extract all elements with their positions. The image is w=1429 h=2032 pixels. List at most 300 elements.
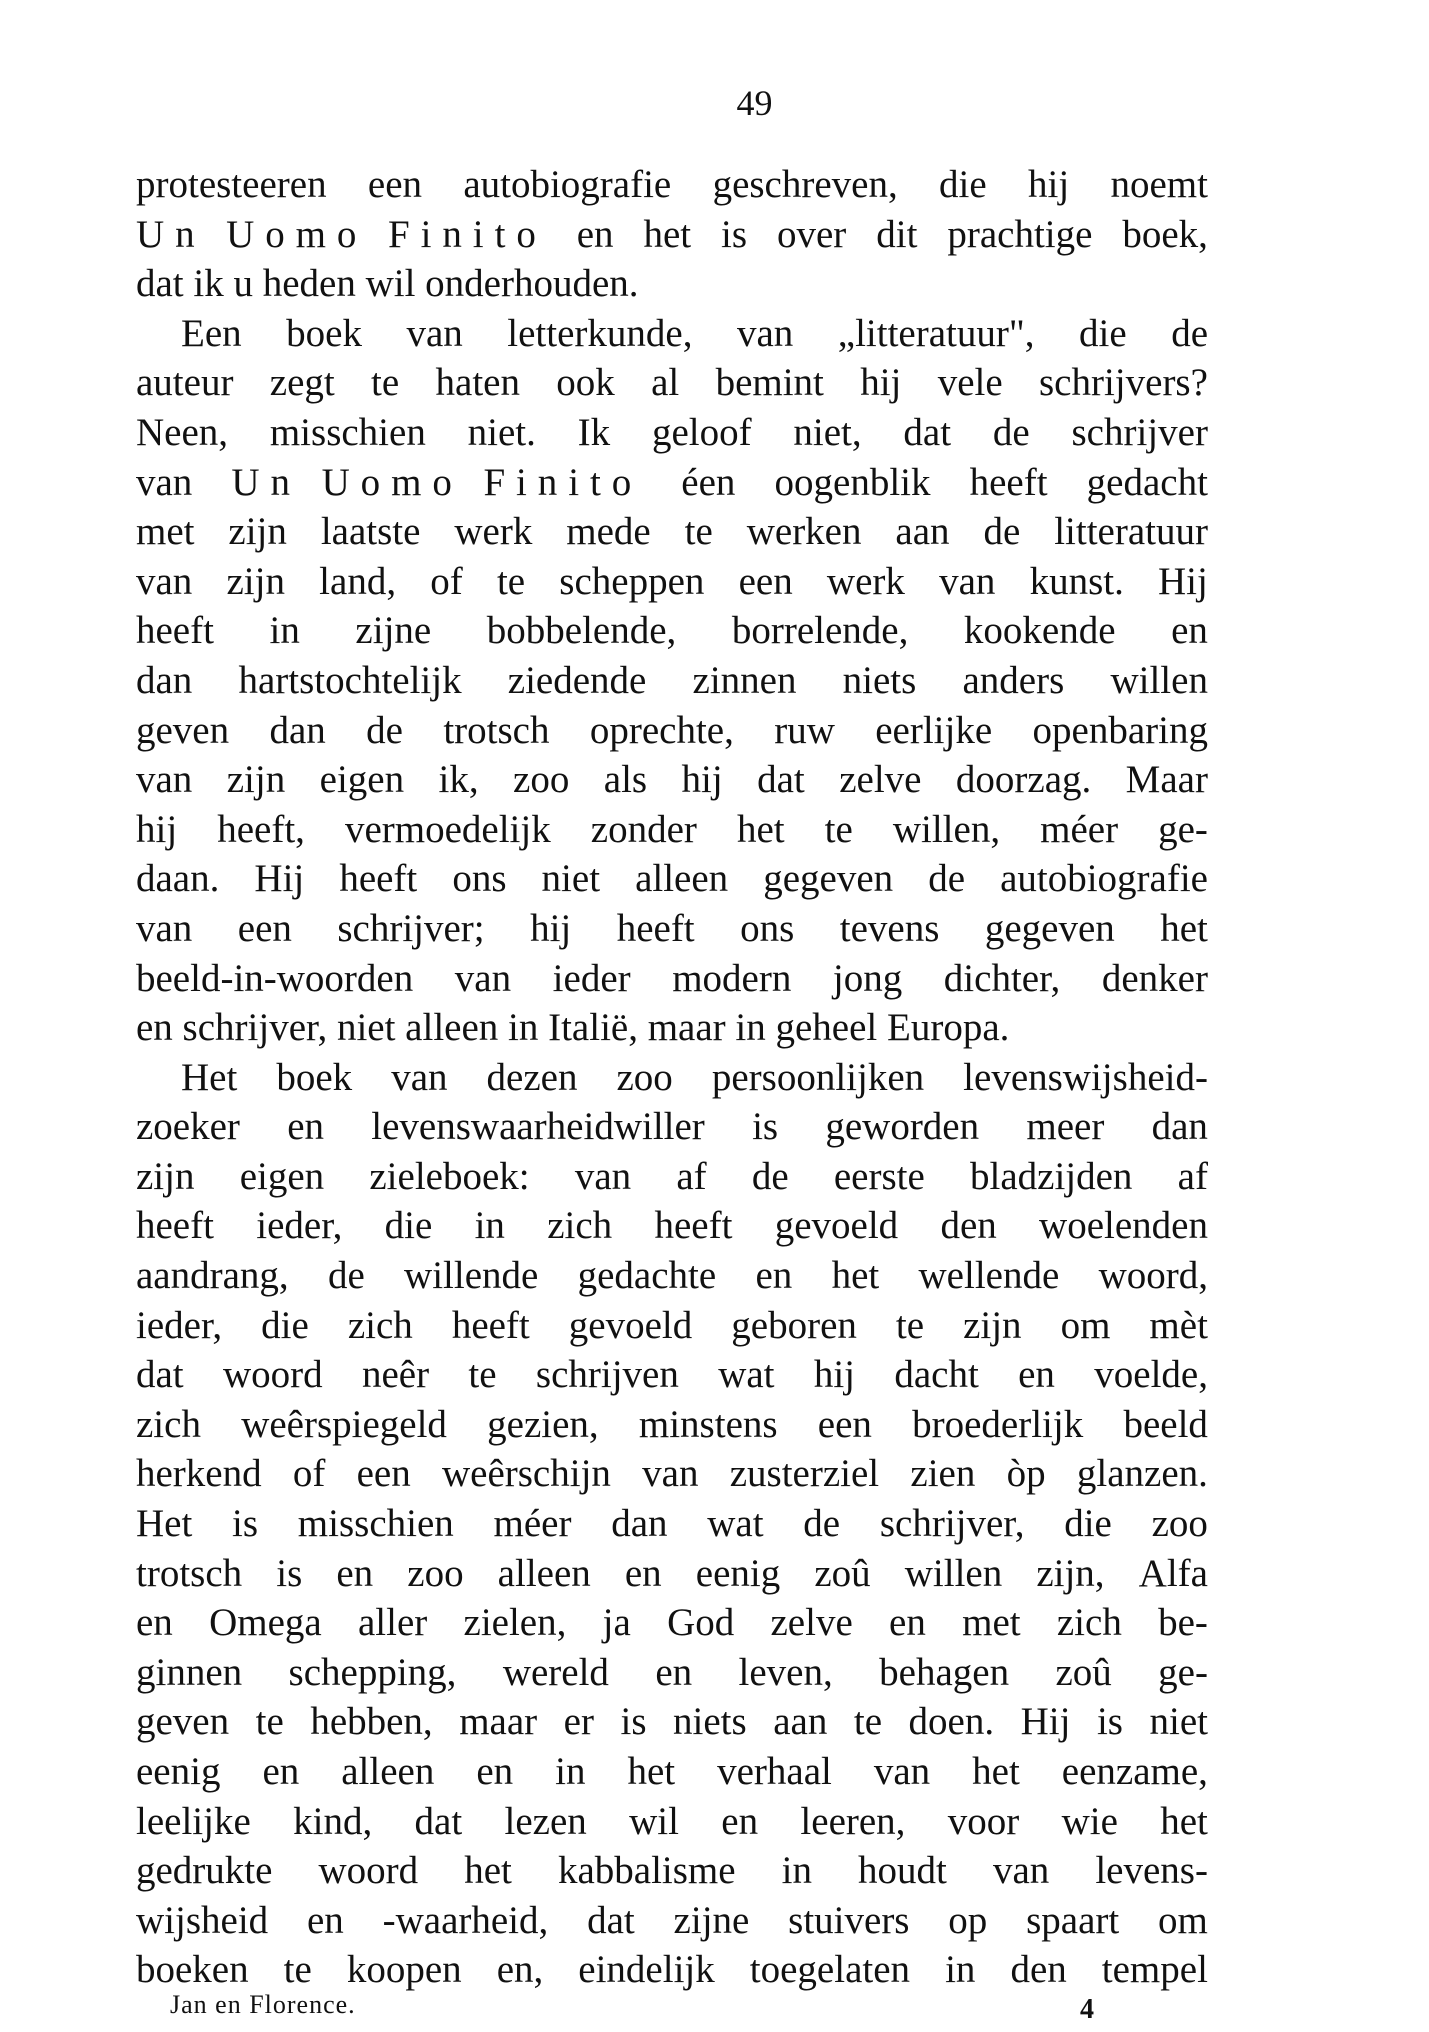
word: het bbox=[627, 1750, 676, 1793]
word: maar bbox=[459, 1700, 538, 1744]
word: eenzame, bbox=[1061, 1750, 1208, 1793]
text-line bbox=[136, 210, 1208, 260]
word: weêrschijn bbox=[441, 1452, 611, 1496]
word: ginnen bbox=[136, 1650, 243, 1694]
word: te bbox=[255, 1700, 284, 1744]
word: te bbox=[853, 1700, 883, 1744]
word: land, bbox=[319, 559, 397, 603]
text-line bbox=[136, 358, 1208, 408]
word: gegeven bbox=[984, 906, 1115, 950]
word: meer bbox=[1026, 1105, 1105, 1149]
word: woord bbox=[222, 1353, 323, 1397]
word: kabbalisme bbox=[557, 1849, 736, 1893]
word: zich bbox=[547, 1204, 613, 1248]
word: zijn bbox=[226, 559, 285, 603]
word: te bbox=[824, 807, 853, 851]
word: in bbox=[781, 1849, 812, 1893]
word: en bbox=[262, 1750, 300, 1793]
word: geworden bbox=[825, 1105, 980, 1149]
word: om bbox=[1158, 1898, 1208, 1942]
word: neêr bbox=[361, 1353, 430, 1397]
word: zoû bbox=[814, 1551, 871, 1595]
text-line bbox=[136, 755, 1208, 805]
word: geloof bbox=[651, 410, 752, 454]
word: zoo bbox=[407, 1551, 464, 1595]
word: litteratuur bbox=[1054, 510, 1208, 554]
word: mede bbox=[566, 510, 651, 554]
text-line bbox=[136, 1896, 1208, 1946]
word: af bbox=[1177, 1154, 1208, 1198]
word: niets bbox=[842, 658, 917, 702]
word: autobiografie bbox=[1000, 857, 1208, 901]
word: ziedende bbox=[507, 658, 647, 702]
text-segment: en schrijver, niet alleen in Italië, maar in geheel Europa. bbox=[136, 1006, 1010, 1050]
text-line bbox=[136, 1598, 1208, 1648]
word: willende bbox=[404, 1254, 539, 1298]
word: mèt bbox=[1149, 1303, 1208, 1347]
word: de bbox=[327, 1254, 365, 1298]
text-line bbox=[136, 1251, 1208, 1301]
word: niet, bbox=[793, 410, 862, 454]
text-line bbox=[136, 606, 1208, 656]
word: wat bbox=[718, 1353, 775, 1397]
word: van bbox=[939, 559, 996, 603]
word: levens- bbox=[1095, 1849, 1208, 1893]
word: zoo bbox=[1151, 1502, 1208, 1546]
word: vele bbox=[937, 361, 1003, 405]
word: den bbox=[940, 1204, 997, 1248]
word: hij bbox=[136, 807, 178, 851]
text-line bbox=[136, 259, 1208, 309]
word: wie bbox=[1061, 1799, 1118, 1843]
word: het bbox=[643, 212, 692, 256]
word: aller bbox=[357, 1601, 428, 1645]
word: de bbox=[992, 410, 1030, 454]
word: zijn bbox=[963, 1303, 1022, 1347]
footer-sheet-number: 4 bbox=[1080, 1994, 1094, 2025]
word: werken bbox=[746, 510, 862, 554]
word: om bbox=[1060, 1303, 1111, 1347]
word: en bbox=[624, 1551, 662, 1595]
text-line bbox=[136, 1003, 1208, 1053]
word: vermoedelijk bbox=[344, 807, 551, 851]
word: trotsch bbox=[443, 708, 550, 752]
word: is bbox=[752, 1105, 779, 1149]
word: zoû bbox=[1055, 1650, 1112, 1694]
word: méer bbox=[1040, 807, 1119, 851]
word: éen bbox=[681, 460, 736, 504]
word: Hij bbox=[254, 857, 305, 901]
word: eerlijke bbox=[875, 708, 993, 752]
word: heeft bbox=[654, 1204, 733, 1248]
word: af bbox=[676, 1154, 707, 1198]
word: schrijver bbox=[1071, 410, 1208, 454]
word: en bbox=[336, 1551, 374, 1595]
word: te bbox=[468, 1353, 497, 1397]
word: ons bbox=[740, 906, 795, 950]
word: hij bbox=[860, 361, 902, 405]
word: de bbox=[983, 510, 1021, 554]
word: dan bbox=[1151, 1105, 1208, 1149]
text-line bbox=[136, 1400, 1208, 1450]
word: met bbox=[136, 510, 195, 554]
word: het bbox=[1160, 906, 1208, 950]
word: zusterziel bbox=[729, 1452, 880, 1496]
word: van bbox=[391, 1055, 448, 1099]
word: kind, bbox=[293, 1799, 373, 1843]
word: méer bbox=[493, 1502, 572, 1546]
word: dat bbox=[587, 1898, 635, 1942]
word: het bbox=[736, 807, 785, 851]
word: bemint bbox=[715, 361, 824, 405]
text-line bbox=[136, 1499, 1208, 1549]
word: koopen bbox=[346, 1948, 462, 1992]
word: scheppen bbox=[559, 559, 705, 603]
word: Ik bbox=[577, 410, 611, 454]
word: zieleboek: bbox=[369, 1154, 530, 1198]
word: hartstochtelijk bbox=[238, 658, 462, 702]
word: zich bbox=[1056, 1601, 1122, 1645]
word: gevoeld bbox=[568, 1303, 693, 1347]
word: eenig bbox=[136, 1750, 221, 1793]
text-line bbox=[136, 854, 1208, 904]
word: zich bbox=[347, 1303, 413, 1347]
word: en bbox=[476, 1750, 514, 1793]
text-line bbox=[136, 1102, 1208, 1152]
word: Hij bbox=[1158, 559, 1208, 603]
word: werk bbox=[826, 559, 905, 603]
word: alleen bbox=[497, 1551, 591, 1595]
word: voor bbox=[947, 1799, 1020, 1843]
word: kookende bbox=[963, 609, 1116, 653]
word: en bbox=[1018, 1353, 1055, 1397]
word: die bbox=[384, 1204, 433, 1248]
word: niet. bbox=[467, 410, 536, 454]
word: den bbox=[1010, 1948, 1067, 1992]
word: de bbox=[928, 857, 966, 901]
word: hij bbox=[1028, 163, 1070, 206]
word: is bbox=[232, 1502, 259, 1546]
word: Alfa bbox=[1138, 1551, 1208, 1595]
word: Hij bbox=[1020, 1700, 1071, 1744]
word: te bbox=[684, 510, 713, 554]
word: wereld bbox=[502, 1650, 609, 1694]
word: en bbox=[576, 212, 614, 256]
word: het bbox=[464, 1849, 512, 1893]
word: wijsheid bbox=[136, 1898, 269, 1942]
word: van bbox=[136, 460, 193, 504]
word: dan bbox=[136, 658, 193, 702]
text-segment: dat ik u heden wil onderhouden. bbox=[136, 262, 639, 306]
word: in bbox=[945, 1948, 976, 1992]
word: misschien bbox=[297, 1502, 454, 1546]
word: van bbox=[992, 1849, 1050, 1893]
word: in bbox=[474, 1204, 505, 1248]
word: broederlijk bbox=[912, 1402, 1084, 1446]
word: niets bbox=[673, 1700, 747, 1744]
word: misschien bbox=[269, 410, 426, 454]
word: en bbox=[136, 1601, 173, 1645]
word: hij bbox=[681, 758, 723, 802]
word: wellende bbox=[918, 1254, 1060, 1298]
word: levenswaarheidwiller bbox=[371, 1105, 705, 1149]
word: zijn bbox=[226, 758, 286, 802]
word: prachtige bbox=[947, 212, 1093, 256]
word: zijne bbox=[673, 1898, 750, 1942]
word: zijn bbox=[136, 1154, 195, 1198]
text-line bbox=[136, 309, 1208, 359]
word: schrijven bbox=[535, 1353, 679, 1397]
word: schrijver; bbox=[337, 906, 485, 950]
word: behagen bbox=[879, 1650, 1010, 1694]
word: ge- bbox=[1158, 807, 1208, 851]
word: anders bbox=[962, 658, 1065, 702]
word: zien bbox=[910, 1452, 976, 1496]
word: is bbox=[1096, 1700, 1123, 1744]
word: leeren, bbox=[800, 1799, 906, 1843]
word: letterkunde, bbox=[507, 311, 693, 355]
word: met bbox=[962, 1601, 1021, 1645]
word: zelve bbox=[770, 1601, 853, 1645]
word: is bbox=[276, 1551, 303, 1595]
word: minstens bbox=[638, 1402, 778, 1446]
text-line bbox=[136, 557, 1208, 607]
word: en bbox=[287, 1105, 324, 1149]
word: zonder bbox=[590, 807, 697, 851]
word: gezien, bbox=[487, 1402, 599, 1446]
word: beeld bbox=[1123, 1402, 1208, 1446]
word: ruw bbox=[774, 708, 835, 752]
word: de bbox=[803, 1502, 841, 1546]
word: zinnen bbox=[692, 658, 797, 702]
word: stuivers bbox=[788, 1898, 910, 1942]
word: van bbox=[136, 906, 193, 950]
text-line bbox=[136, 1301, 1208, 1351]
word: dat bbox=[757, 758, 805, 802]
word: denker bbox=[1101, 956, 1208, 1000]
word: en bbox=[755, 1254, 793, 1298]
word: woord, bbox=[1098, 1254, 1208, 1298]
word: alleen bbox=[341, 1750, 435, 1793]
body-text bbox=[136, 160, 1208, 1995]
word: te bbox=[371, 361, 400, 405]
word: te bbox=[496, 559, 526, 603]
word: auteur bbox=[136, 361, 234, 405]
word: als bbox=[603, 758, 648, 802]
word: woord bbox=[318, 1849, 419, 1893]
text-line bbox=[136, 160, 1208, 210]
word: ieder bbox=[552, 956, 631, 1000]
word: Neen, bbox=[136, 410, 229, 454]
word: die bbox=[1079, 311, 1127, 355]
word: geven bbox=[136, 708, 230, 752]
word: op bbox=[948, 1898, 988, 1942]
word: Een bbox=[181, 311, 242, 355]
book-title-spaced: Un Uomo Finito bbox=[136, 212, 547, 256]
word: openbaring bbox=[1032, 708, 1208, 752]
word: en bbox=[1171, 609, 1208, 653]
word: niet bbox=[1149, 1700, 1208, 1744]
word: boek, bbox=[1122, 212, 1208, 256]
word: be- bbox=[1158, 1601, 1208, 1645]
word: zoo bbox=[513, 758, 570, 802]
word: in bbox=[269, 609, 300, 653]
word: te bbox=[283, 1948, 312, 1992]
word: van bbox=[406, 311, 463, 355]
word: laatste bbox=[320, 510, 421, 554]
word: tevens bbox=[839, 906, 940, 950]
word: aan bbox=[773, 1700, 828, 1744]
word: een bbox=[817, 1402, 872, 1446]
word: niet bbox=[541, 857, 601, 901]
word: modern bbox=[672, 956, 792, 1000]
word: leven, bbox=[738, 1650, 833, 1694]
word: Omega bbox=[209, 1601, 322, 1645]
word: en, bbox=[496, 1948, 544, 1992]
word: daan. bbox=[136, 857, 220, 901]
word: en bbox=[889, 1601, 926, 1645]
word: bladzijden bbox=[970, 1154, 1133, 1198]
word: het bbox=[1160, 1799, 1208, 1843]
word: de bbox=[366, 708, 403, 752]
word: van bbox=[736, 311, 794, 355]
word: houdt bbox=[858, 1849, 947, 1893]
word: dat bbox=[414, 1799, 463, 1843]
word: trotsch bbox=[136, 1551, 243, 1595]
word: dezen bbox=[486, 1055, 578, 1099]
word: van bbox=[136, 758, 193, 802]
word: eigen bbox=[319, 758, 405, 802]
word: hij bbox=[813, 1353, 855, 1397]
word: zoo bbox=[616, 1055, 673, 1099]
text-line bbox=[136, 656, 1208, 706]
word: beeld-in-woorden bbox=[136, 956, 414, 1000]
word: ieder, bbox=[136, 1303, 223, 1347]
word: of bbox=[292, 1452, 326, 1496]
word: zijn bbox=[228, 510, 287, 554]
word: jong bbox=[832, 956, 903, 1000]
word: van bbox=[454, 956, 512, 1000]
word: eigen bbox=[239, 1154, 325, 1198]
word: een bbox=[237, 906, 292, 950]
word: is bbox=[620, 1700, 647, 1744]
word: -waarheid, bbox=[382, 1898, 549, 1942]
word: al bbox=[651, 361, 680, 405]
word: geschreven, bbox=[712, 163, 898, 206]
word: dichter, bbox=[943, 956, 1061, 1000]
word: van bbox=[136, 559, 193, 603]
book-title-spaced: Un Uomo Finito bbox=[231, 460, 643, 504]
word: persoonlijken bbox=[711, 1055, 925, 1099]
word: ons bbox=[452, 857, 507, 901]
text-line bbox=[136, 1549, 1208, 1599]
word: kunst. bbox=[1029, 559, 1124, 603]
word: levenswijsheid- bbox=[963, 1055, 1208, 1099]
word: een bbox=[367, 163, 423, 206]
word: die bbox=[939, 163, 987, 206]
word: er bbox=[563, 1700, 594, 1744]
word: spaart bbox=[1026, 1898, 1120, 1942]
word: zielen, bbox=[463, 1601, 567, 1645]
word: dat bbox=[136, 1353, 184, 1397]
word: weêrspiegeld bbox=[241, 1402, 447, 1446]
word: een bbox=[738, 559, 793, 603]
word: ge- bbox=[1158, 1650, 1208, 1694]
word: gevoeld bbox=[774, 1204, 899, 1248]
text-line bbox=[136, 1846, 1208, 1896]
word: is bbox=[721, 212, 748, 256]
word: „litteratuur", bbox=[837, 311, 1035, 355]
text-line bbox=[136, 1648, 1208, 1698]
footer-signature: Jan en Florence. bbox=[170, 1990, 356, 2019]
word: eenig bbox=[695, 1551, 781, 1595]
word: oprechte, bbox=[589, 708, 734, 752]
word: gedacht bbox=[1086, 460, 1208, 504]
word: ook bbox=[556, 361, 615, 405]
word: aandrang, bbox=[136, 1254, 289, 1298]
word: aan bbox=[895, 510, 950, 554]
word: het bbox=[972, 1750, 1020, 1793]
word: gedrukte bbox=[136, 1849, 273, 1893]
word: doorzag. bbox=[955, 758, 1092, 802]
text-line bbox=[136, 1201, 1208, 1251]
text-line bbox=[136, 1449, 1208, 1499]
word: schepping, bbox=[288, 1650, 457, 1694]
word: doen. bbox=[908, 1700, 995, 1744]
word: Het bbox=[136, 1502, 193, 1546]
word: zich bbox=[136, 1402, 201, 1446]
word: zijn, bbox=[1036, 1551, 1105, 1595]
word: dit bbox=[876, 212, 918, 256]
word: dacht bbox=[894, 1353, 979, 1397]
word: de bbox=[1171, 311, 1208, 355]
word: autobiografie bbox=[463, 163, 672, 206]
word: de bbox=[751, 1154, 789, 1198]
word: voelde, bbox=[1094, 1353, 1208, 1397]
text-line bbox=[136, 1945, 1208, 1995]
word: dan bbox=[611, 1502, 668, 1546]
word: in bbox=[555, 1750, 586, 1793]
word: dan bbox=[269, 708, 326, 752]
word: en bbox=[721, 1799, 759, 1843]
word: boek bbox=[286, 311, 362, 355]
word: het bbox=[831, 1254, 880, 1298]
word: heeft, bbox=[217, 807, 305, 851]
word: Het bbox=[181, 1055, 238, 1099]
text-line bbox=[136, 805, 1208, 855]
word: of bbox=[430, 559, 463, 603]
word: geboren bbox=[731, 1303, 857, 1347]
word: heeft bbox=[451, 1303, 530, 1347]
word: willen bbox=[904, 1551, 1003, 1595]
word: schrijver, bbox=[879, 1502, 1025, 1546]
word: noemt bbox=[1110, 163, 1208, 206]
word: herkend bbox=[136, 1452, 262, 1496]
word: wat bbox=[707, 1502, 764, 1546]
word: en bbox=[306, 1898, 344, 1942]
word: geven bbox=[136, 1700, 230, 1744]
text-line bbox=[136, 458, 1208, 508]
text-line bbox=[136, 954, 1208, 1004]
word: leelijke bbox=[136, 1799, 251, 1843]
text-line bbox=[136, 1697, 1208, 1747]
word: haten bbox=[435, 361, 520, 405]
word: zelve bbox=[839, 758, 922, 802]
text-line bbox=[136, 408, 1208, 458]
word: willen, bbox=[892, 807, 1001, 851]
word: van bbox=[574, 1154, 632, 1198]
word: werk bbox=[454, 510, 533, 554]
